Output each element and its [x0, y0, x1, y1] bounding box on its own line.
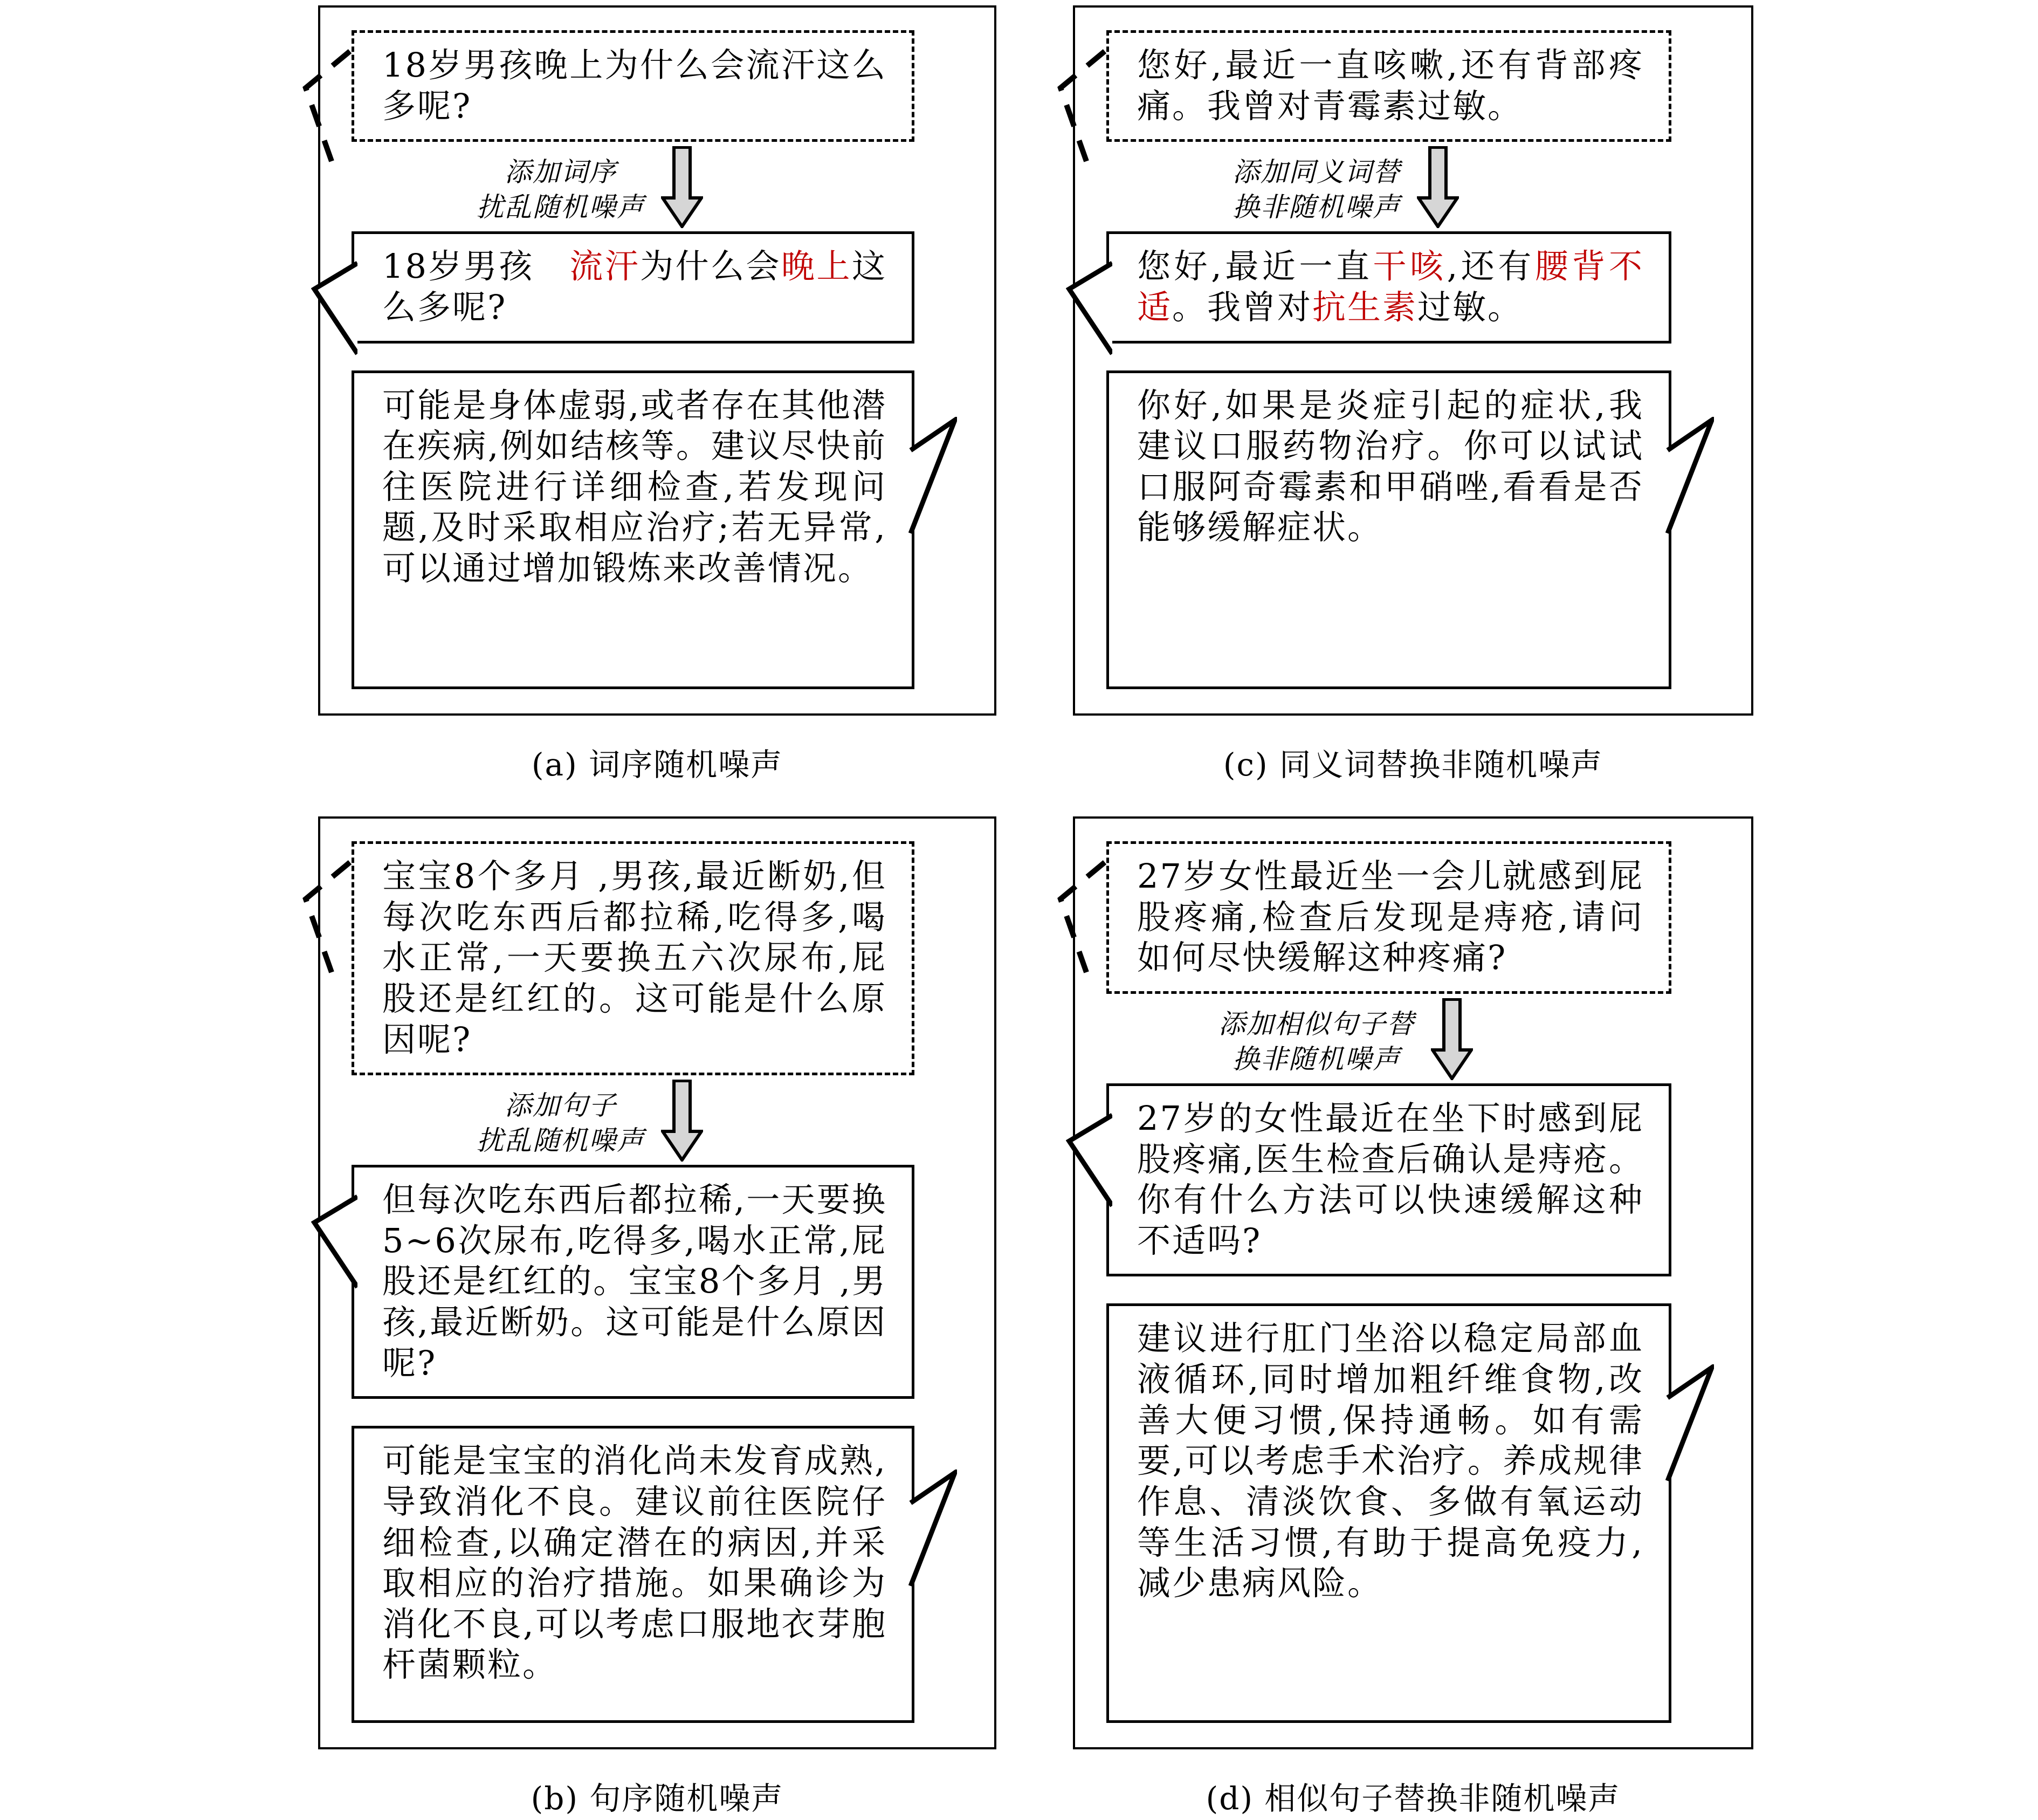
speech-tail-left-icon — [311, 250, 357, 361]
caption-b: (b) 句序随机噪声 — [531, 1780, 784, 1817]
noise-label-line1: 添加相似句子替 — [1218, 1008, 1415, 1040]
speech-tail-right-icon — [908, 1469, 957, 1592]
noise-arrow-row-d — [1063, 998, 1628, 1080]
plain-text: ,还有 — [1447, 246, 1535, 286]
speech-tail-left-icon — [311, 1184, 357, 1294]
plain-text: 可能是宝宝的消化尚未发育成熟,导致消化不良。建议前往医院仔细检查,以确定潜在的病因,并采取相应的治疗措施。如果确诊为消化不良,可以考虑口服地衣芽胞杆菌颗粒。 — [382, 1441, 887, 1685]
user-query-text — [382, 45, 887, 126]
panel-d — [1073, 816, 1753, 1818]
speech-tail-right-icon — [1665, 1364, 1714, 1487]
noisy-query-text — [382, 246, 887, 327]
user-query-bubble-b — [352, 841, 914, 1075]
panel-c — [1073, 5, 1753, 785]
panel-c-frame — [1073, 5, 1753, 716]
panel-a-frame — [318, 5, 996, 716]
noisy-query-text — [382, 1180, 887, 1383]
noisy-query-bubble-b — [352, 1165, 914, 1399]
response-text — [382, 386, 887, 588]
plain-text: 这么多呢? — [382, 246, 887, 327]
noisy-query-text — [1137, 1098, 1644, 1260]
response-text — [1137, 1318, 1644, 1603]
plain-text: 但每次吃东西后都拉稀,一天要换5~6次尿布,吃得多,喝水正常,屁股还是红红的。宝宝8个多月 ,男孩,最近断奶。这可能是什么原因呢? — [382, 1180, 887, 1383]
user-query-text — [1137, 856, 1644, 977]
noisy-query-bubble-a — [352, 231, 914, 343]
response-bubble-d — [1106, 1303, 1671, 1723]
response-bubble-b — [352, 1426, 914, 1723]
down-arrow-icon — [1417, 146, 1459, 228]
user-query-text — [382, 856, 887, 1059]
response-bubble-a — [352, 370, 914, 690]
panel-b-frame — [318, 816, 996, 1749]
caption-d: (d) 相似句子替换非随机噪声 — [1206, 1780, 1621, 1817]
noise-label-line1: 添加词序 — [505, 156, 617, 188]
noise-label-b — [477, 1088, 645, 1158]
speech-tail-left-icon — [1066, 250, 1112, 361]
plain-text: 为什么会 — [640, 246, 782, 286]
noise-label-c — [1233, 155, 1401, 225]
plain-text: 27岁的女性最近在坐下时感到屁股疼痛,医生检查后确认是痔疮。你有什么方法可以快速缓解这种不适吗? — [1137, 1098, 1644, 1260]
plain-text: 您好,最近一直咳嗽,还有背部疼痛。我曾对青霉素过敏。 — [1137, 45, 1644, 126]
noise-highlight-text: 晚上 — [781, 246, 852, 286]
user-query-bubble-a — [352, 30, 914, 142]
plain-text: 你好,如果是炎症引起的症状,我建议口服药物治疗。你可以试试口服阿奇霉素和甲硝唑,看看是否能够缓解症状。 — [1137, 385, 1644, 547]
plain-text: 建议进行肛门坐浴以稳定局部血液循环,同时增加粗纤维食物,改善大便习惯,保持通畅。如有需要,可以考虑手术治疗。养成规律作息、清淡饮食、多做有氧运动等生活习惯,有助于提高免疫力,减少患病风险。 — [1137, 1318, 1644, 1603]
noise-label-line1: 添加同义词替 — [1233, 156, 1401, 188]
noise-label-line2: 扰乱随机噪声 — [477, 1125, 645, 1157]
noise-arrow-row-b — [308, 1080, 871, 1162]
panel-b — [318, 816, 996, 1818]
plain-text: 18岁男孩 — [382, 246, 570, 286]
user-query-bubble-c — [1106, 30, 1671, 142]
noise-highlight-text: 腰背不适 — [1137, 246, 1644, 327]
panel-a — [318, 5, 996, 785]
caption-c: (c) 同义词替换非随机噪声 — [1223, 746, 1603, 783]
noise-arrow-row-c — [1063, 146, 1628, 228]
speech-tail-right-icon — [908, 417, 957, 540]
plain-text: 过敏。 — [1417, 287, 1523, 327]
plain-text: 可能是身体虚弱,或者存在其他潜在疾病,例如结核等。建议尽快前往医院进行详细检查,若发现问题,及时采取相应治疗;若无异常,可以通过增加锻炼来改善情况。 — [382, 385, 887, 588]
down-arrow-icon — [1431, 998, 1473, 1080]
noise-label-line2: 换非随机噪声 — [1233, 1043, 1401, 1075]
noisy-query-text — [1137, 246, 1644, 327]
user-query-text — [1137, 45, 1644, 126]
noise-highlight-text: 干咳 — [1373, 246, 1447, 286]
noise-label-a — [477, 155, 645, 225]
plain-text: 您好,最近一直 — [1137, 246, 1373, 286]
noise-label-line2: 扰乱随机噪声 — [477, 191, 645, 223]
response-text — [1137, 386, 1644, 547]
noise-label-d — [1218, 1007, 1415, 1077]
caption-a: (a) 词序随机噪声 — [531, 746, 783, 783]
noise-label-line2: 换非随机噪声 — [1233, 191, 1401, 223]
noisy-query-bubble-d — [1106, 1083, 1671, 1277]
down-arrow-icon — [661, 146, 703, 228]
down-arrow-icon — [661, 1080, 703, 1162]
plain-text: 。我曾对 — [1172, 287, 1313, 327]
noise-arrow-row-a — [308, 146, 871, 228]
plain-text: 18岁男孩晚上为什么会流汗这么多呢? — [382, 45, 887, 126]
response-bubble-c — [1106, 370, 1671, 690]
plain-text: 27岁女性最近坐一会儿就感到屁股疼痛,检查后发现是痔疮,请问如何尽快缓解这种疼痛? — [1137, 856, 1644, 978]
noise-highlight-text: 抗生素 — [1312, 287, 1418, 327]
plain-text: 宝宝8个多月 ,男孩,最近断奶,但每次吃东西后都拉稀,吃得多,喝水正常,一天要换五六次尿布,屁股还是红红的。这可能是什么原因呢? — [382, 856, 887, 1059]
noise-highlight-text: 流汗 — [569, 246, 641, 286]
user-query-bubble-d — [1106, 841, 1671, 994]
dashed-speech-tail-icon — [1054, 858, 1107, 985]
speech-tail-left-icon — [1066, 1102, 1112, 1213]
speech-tail-right-icon — [1665, 417, 1714, 540]
dashed-speech-tail-icon — [299, 858, 352, 985]
panel-d-frame — [1073, 816, 1753, 1749]
noise-label-line1: 添加句子 — [505, 1090, 617, 1122]
response-text — [382, 1441, 887, 1684]
noisy-query-bubble-c — [1106, 231, 1671, 343]
